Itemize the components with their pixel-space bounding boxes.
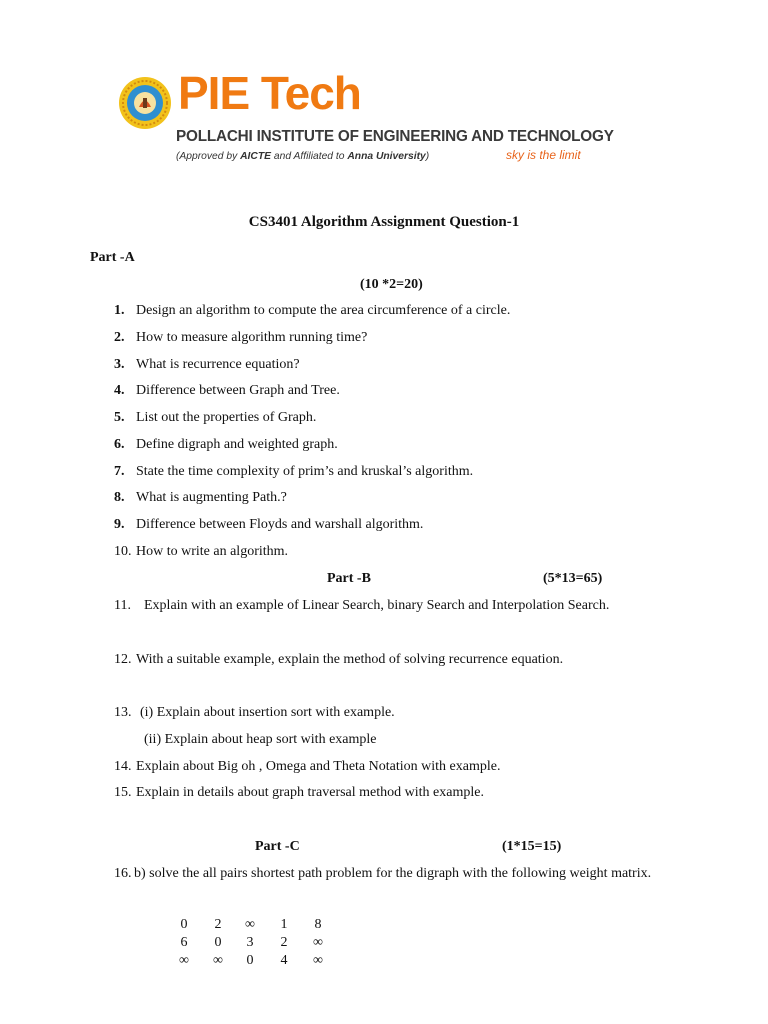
part-b-heading: Part -B <box>327 571 371 586</box>
weight-matrix <box>172 917 342 971</box>
part-c-heading: Part -C <box>255 839 300 854</box>
matrix-cell: 3 <box>246 935 254 950</box>
matrix-cell: 0 <box>214 935 222 950</box>
list-item: 11. Explain with an example of Linear Search, binary Search and Interpolation Search. <box>114 598 610 613</box>
matrix-cell: 1 <box>280 917 288 932</box>
matrix-cell: ∞ <box>179 953 189 968</box>
matrix-cell: 2 <box>280 935 288 950</box>
list-item: 9. Difference between Floyds and warshall algorithm. <box>114 517 424 532</box>
matrix-row <box>172 935 342 953</box>
question-text: b) solve the all pairs shortest path problem for the digraph with the following weight matrix. <box>134 866 652 881</box>
institution-name: POLLACHI INSTITUTE OF ENGINEERING AND TECHNOLOGY <box>176 128 614 145</box>
institution-header <box>92 52 612 172</box>
matrix-cell: 6 <box>180 935 188 950</box>
list-item: 14. Explain about Big oh , Omega and Theta Notation with example. <box>114 759 501 774</box>
matrix-cell: ∞ <box>313 935 323 950</box>
list-item: 12. With a suitable example, explain the method of solving recurrence equation. <box>114 652 564 667</box>
matrix-cell: ∞ <box>313 953 323 968</box>
list-item: 4. Difference between Graph and Tree. <box>114 383 340 398</box>
list-item: 13. (i) Explain about insertion sort with example. <box>114 705 395 720</box>
assignment-title: CS3401 Algorithm Assignment Question-1 <box>248 214 520 230</box>
list-item: 3. What is recurrence equation? <box>114 357 300 372</box>
part-a-marks: (10 *2=20) <box>360 277 423 292</box>
approval-line: (Approved by AICTE and Affiliated to Anna University) <box>176 151 430 162</box>
matrix-cell: 0 <box>246 953 254 968</box>
part-c-marks: (1*15=15) <box>502 839 562 854</box>
list-item: 1. Design an algorithm to compute the area circumference of a circle. <box>114 303 511 318</box>
college-seal-icon <box>118 76 172 130</box>
list-item: 7. State the time complexity of prim’s and kruskal’s algorithm. <box>114 464 474 479</box>
matrix-cell: 0 <box>180 917 188 932</box>
list-item-subpart: (ii) Explain about heap sort with example <box>144 732 377 747</box>
brand-name: PIE Tech <box>178 67 361 119</box>
question-number: 16. <box>114 866 132 881</box>
matrix-row <box>172 953 342 971</box>
matrix-cell: ∞ <box>245 917 255 932</box>
matrix-cell: 2 <box>214 917 222 932</box>
list-item: 2. How to measure algorithm running time? <box>114 330 368 345</box>
tagline: sky is the limit <box>506 148 581 162</box>
list-item: 6. Define digraph and weighted graph. <box>114 437 338 452</box>
matrix-cell: 8 <box>314 917 322 932</box>
list-item: 10. How to write an algorithm. <box>114 544 289 559</box>
matrix-row <box>172 917 342 935</box>
matrix-cell: ∞ <box>213 953 223 968</box>
matrix-cell: 4 <box>280 953 288 968</box>
list-item: 5. List out the properties of Graph. <box>114 410 317 425</box>
part-b-marks: (5*13=65) <box>543 571 603 586</box>
list-item: 8. What is augmenting Path.? <box>114 490 287 505</box>
list-item: 15. Explain in details about graph traversal method with example. <box>114 785 484 800</box>
part-a-heading: Part -A <box>90 250 135 265</box>
